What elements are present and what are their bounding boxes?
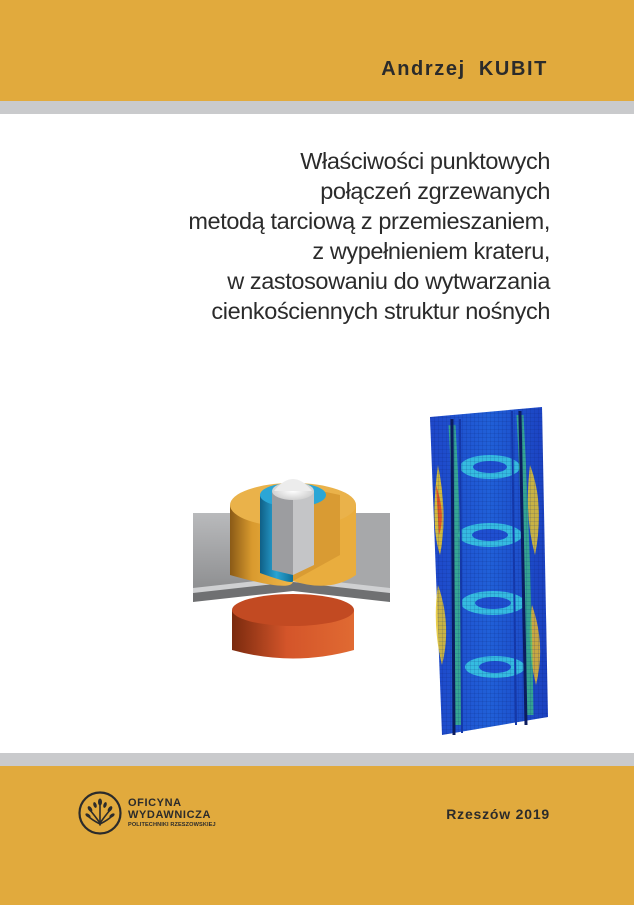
publisher-line: WYDAWNICZA <box>128 809 211 821</box>
top-band <box>0 0 634 101</box>
title-line: w zastosowaniu do wytwarzania <box>227 268 550 294</box>
top-stripe <box>0 101 634 114</box>
place-and-year: Rzeszów 2019 <box>446 806 550 822</box>
book-title <box>80 146 550 326</box>
title-line: połączeń zgrzewanych <box>320 178 550 204</box>
title-line: Właściwości punktowych <box>300 148 550 174</box>
title-line: cienkościennych struktur nośnych <box>211 298 550 324</box>
fea-structure-model <box>430 407 548 735</box>
wheat-sheaf-in-circle-icon <box>77 790 123 836</box>
cover-illustration <box>190 405 570 740</box>
publisher-name <box>128 797 216 829</box>
weld-joint-model <box>193 479 390 659</box>
bottom-stripe <box>0 753 634 766</box>
title-line: metodą tarciową z przemieszaniem, <box>188 208 550 234</box>
publisher-line: OFICYNA <box>128 797 182 809</box>
publisher-line: POLITECHNIKI RZESZOWSKIEJ <box>128 822 216 828</box>
title-line: z wypełnieniem krateru, <box>312 238 550 264</box>
author-name: Andrzej KUBIT <box>381 58 548 80</box>
publisher-block <box>77 790 216 836</box>
